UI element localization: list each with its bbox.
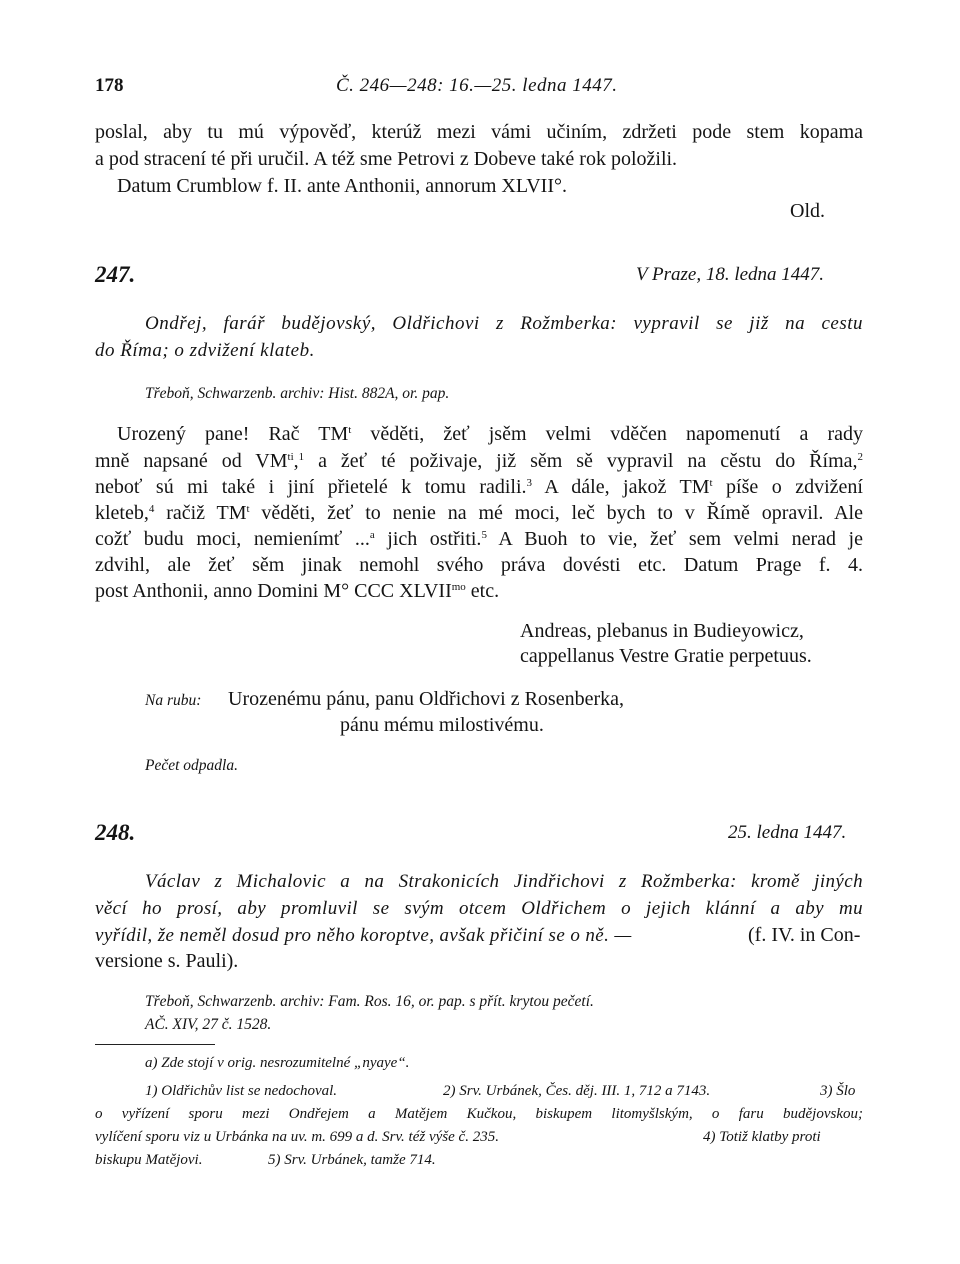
footnote-4-cont: biskupu Matějovi. [95, 1152, 203, 1168]
text-line: a pod stracení té při uručil. A též sme Petrovi z Dobeve také rok položili. [95, 148, 678, 170]
address-line: Urozenému pánu, panu Oldřichovi z Rosenberka, [228, 688, 624, 710]
document-number: 248. [95, 820, 136, 845]
regest-line: vyřídil, že neměl dosud pro něho koroptve, avšak přičiní se o ně. — [95, 925, 632, 946]
regest-line: Ondřej, farář budějovský, Oldřichovi z Rožmberka: vypravil se již na cestu [145, 313, 863, 334]
text-line: Urozený pane! Rač $TM^t$ věděti, žeť jsěm velmi vděčen napomenutí a rady [117, 423, 863, 445]
footnote-2: 2) Srv. Urbánek, Čes. děj. III. 1, 712 a 7143. [443, 1083, 711, 1099]
regest-line-roman: (f. IV. in Con- [748, 924, 861, 946]
address-label: Na rubu: [145, 692, 202, 709]
signature-line: Andreas, plebanus in Budieyowicz, [520, 620, 804, 642]
text-line: neboť sú mi také i jiní přietelé k tomu radili.$^3$ A dále, jakož $TM^t$ píše o zdvižení [95, 476, 863, 498]
footnote-1: 1) Oldřichův list se nedochoval. [145, 1083, 338, 1099]
document-number: 247. [95, 262, 136, 287]
place-date: V Praze, 18. ledna 1447. [636, 264, 825, 285]
regest-line: do Říma; o zdvižení klateb. [95, 340, 315, 361]
archive-source: AČ. XIV, 27 č. 1528. [145, 1016, 272, 1033]
text-line: post Anthonii, anno Domini M° CCC $XLVII^{mo}$ etc. [95, 580, 500, 602]
text-line: poslal, aby tu mú výpověď, kterúž mezi vámi učiním, zdržeti pode stem kopama [95, 121, 863, 143]
archive-source: Třeboň, Schwarzenb. archiv: Hist. 882A, or. pap. [145, 385, 450, 402]
footnote-divider [95, 1044, 215, 1045]
signature: Old. [790, 200, 825, 222]
running-title: Č. 246—248: 16.—25. ledna 1447. [336, 75, 618, 96]
text-line: cožť budu moci, nemienímť ...$^a$ jich ostřiti.$^5$ A Buoh to vie, žeť sem velmi nerad je [95, 528, 863, 550]
document-date: 25. ledna 1447. [728, 822, 847, 843]
address-line: pánu mému milostivému. [340, 714, 544, 736]
footnote-3: 3) Šlo [820, 1083, 856, 1099]
footnote-3-cont: vylíčení sporu viz u Urbánka na uv. m. 699 a d. Srv. též výše č. 235. [95, 1129, 499, 1145]
footnote-5: 5) Srv. Urbánek, tamže 714. [268, 1152, 436, 1168]
regest-line: věcí ho prosí, aby promluvil se svým otcem Oldřichem o jejich klánní a aby mu [95, 898, 863, 919]
regest-line: Václav z Michalovic a na Strakonicích Jindřichovi z Rožmberka: kromě jiných [145, 871, 863, 892]
text-line: Datum Crumblow f. II. ante Anthonii, annorum XLVII°. [117, 175, 567, 197]
footnote-a: a) Zde stojí v orig. nesrozumitelné „nyaye“. [145, 1055, 410, 1071]
footnote-4: 4) Totiž klatby proti [703, 1129, 821, 1145]
text-line: kleteb,$^4$ račiž $TM^t$ věděti, žeť to nenie na mé moci, leč bych to v Římě opravil. Ale [95, 502, 863, 524]
page-number: 178 [95, 75, 124, 96]
seal-note: Pečet odpadla. [145, 757, 238, 774]
footnote-3-cont: o vyřízení sporu mezi Ondřejem a Matějem Kučkou, biskupem litomyšlským, o faru budějovskou; [95, 1106, 863, 1122]
text-line: mně napsané od $VM^{ti},^1$ a žeť té poživaje, již sěm sě vypravil na cěstu do Říma,$^2$ [95, 450, 863, 472]
text-line: zdvihl, ale žeť sěm jinak nemohl svého práva dovésti etc. Datum Prage f. 4. [95, 554, 863, 576]
signature-line: cappellanus Vestre Gratie perpetuus. [520, 645, 812, 667]
regest-line-roman: versione s. Pauli). [95, 950, 239, 972]
archive-source: Třeboň, Schwarzenb. archiv: Fam. Ros. 16, or. pap. s přít. krytou pečetí. [145, 993, 594, 1010]
